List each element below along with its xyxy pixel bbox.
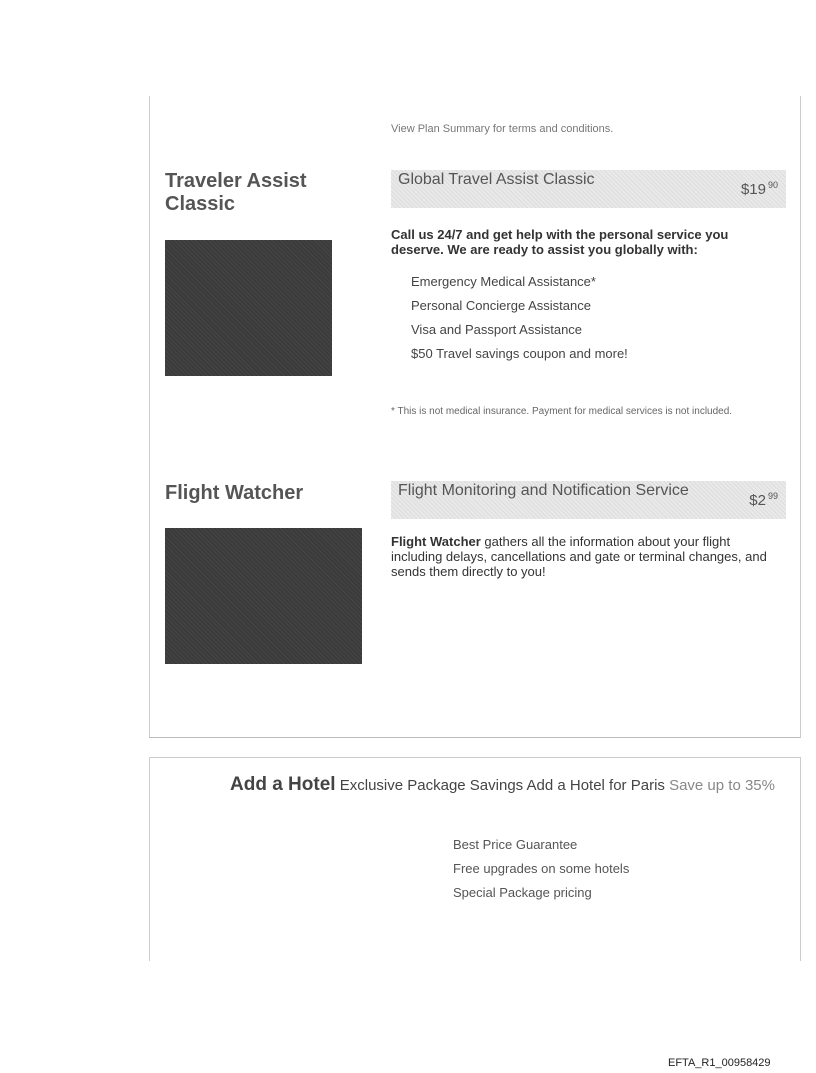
list-item: $50 Travel savings coupon and more! (411, 346, 628, 361)
list-item: Personal Concierge Assistance (411, 298, 591, 313)
traveler-assist-benefits (411, 273, 628, 369)
hotel-offer-heading (230, 775, 790, 795)
plan-bar-flight-monitoring (391, 481, 786, 519)
list-item: Special Package pricing (453, 885, 592, 900)
traveler-assist-description: Call us 24/7 and get help with the personal service you deserve. We are ready to assist you globally with: (391, 227, 729, 257)
plan-bar-global-travel-assist (391, 170, 786, 208)
medical-disclaimer: * This is not medical insurance. Payment for medical services is not included. (391, 406, 733, 417)
price-whole: $2 (749, 492, 766, 509)
price-cents: 99 (767, 491, 778, 501)
flight-watcher-image (165, 528, 362, 664)
document-id: EFTA_R1_00958429 (668, 1057, 771, 1069)
product-title-traveler-assist: Traveler Assist Classic (165, 170, 307, 215)
plan-name: Flight Monitoring and Notification Service (398, 482, 689, 499)
hotel-benefits (453, 836, 629, 908)
plan-name: Global Travel Assist Classic (398, 171, 595, 188)
price-whole: $19 (740, 181, 766, 198)
list-item: Emergency Medical Assistance* (411, 274, 596, 289)
add-hotel-title[interactable]: Add a Hotel (230, 774, 336, 795)
traveler-assist-image (165, 240, 332, 376)
flight-watcher-description (391, 534, 771, 579)
plan-price (749, 491, 778, 509)
flight-watcher-name: Flight Watcher (391, 534, 481, 549)
price-cents: 90 (767, 180, 778, 190)
list-item: Free upgrades on some hotels (453, 861, 630, 876)
hotel-savings-text: Save up to 35% (669, 777, 775, 794)
plan-summary-note[interactable]: View Plan Summary for terms and conditions. (391, 123, 614, 135)
list-item: Visa and Passport Assistance (411, 322, 583, 337)
plan-price (741, 180, 778, 198)
hotel-offer-text: Exclusive Package Savings Add a Hotel for Paris (335, 777, 670, 794)
product-title-flight-watcher: Flight Watcher (165, 482, 304, 504)
list-item: Best Price Guarantee (453, 837, 578, 852)
flight-watcher-text: gathers all the information about your flight including delays, cancellations and gate or terminal changes, and sends them directly to you! (391, 534, 767, 579)
